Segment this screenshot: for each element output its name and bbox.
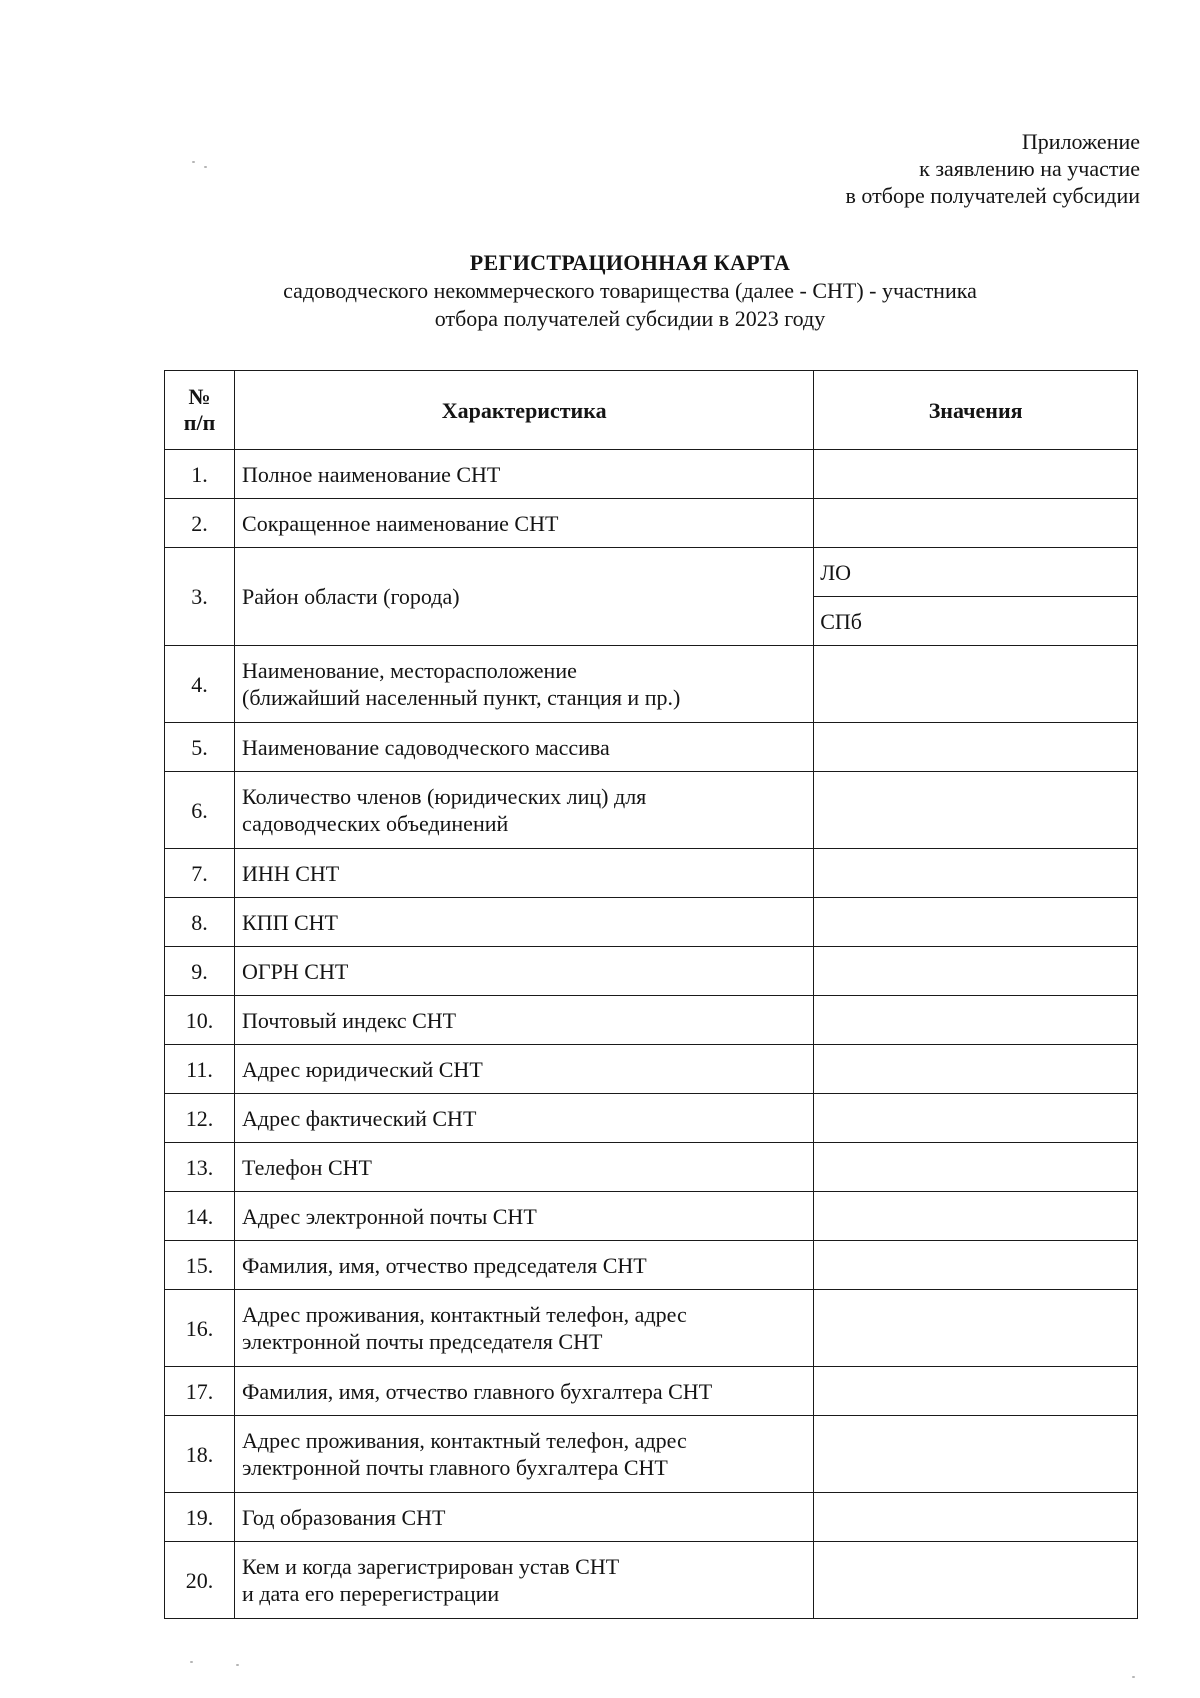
- row-value-field[interactable]: [814, 1290, 1138, 1367]
- registration-table: [164, 370, 1138, 1619]
- characteristic-line: КПП СНТ: [242, 909, 338, 935]
- characteristic-line: Адрес фактический СНТ: [242, 1105, 477, 1131]
- row-value-field[interactable]: [814, 723, 1138, 772]
- row-value-field[interactable]: [814, 849, 1138, 898]
- appendix-note: [846, 128, 1140, 209]
- row-number: 14.: [165, 1192, 235, 1241]
- appendix-line: к заявлению на участие: [919, 156, 1140, 181]
- characteristic-line: Фамилия, имя, отчество председателя СНТ: [242, 1252, 647, 1278]
- row-characteristic: [235, 1493, 814, 1542]
- row-number: 8.: [165, 898, 235, 947]
- row-value-field[interactable]: [814, 1094, 1138, 1143]
- characteristic-line: электронной почты главного бухгалтера СНТ: [242, 1455, 668, 1480]
- row-value-field[interactable]: [814, 1367, 1138, 1416]
- row-characteristic: [235, 1192, 814, 1241]
- row-characteristic: [235, 1045, 814, 1094]
- row-value-field[interactable]: [814, 646, 1138, 723]
- row-characteristic: [235, 996, 814, 1045]
- characteristic-line: Адрес электронной почты СНТ: [242, 1203, 537, 1229]
- characteristic-line: и дата его перерегистрации: [242, 1581, 500, 1606]
- characteristic-line: Телефон СНТ: [242, 1154, 372, 1180]
- row-characteristic: [235, 947, 814, 996]
- scan-speck: [204, 166, 207, 168]
- row-characteristic: [235, 772, 814, 849]
- scan-speck: [1132, 1676, 1135, 1678]
- characteristic-line: Полное наименование СНТ: [242, 461, 501, 487]
- row-characteristic: [235, 1542, 814, 1619]
- row-number: 20.: [165, 1542, 235, 1619]
- characteristic-line: Район области (города): [242, 584, 460, 609]
- document-subtitle: отбора получателей субсидии в 2023 году: [434, 306, 826, 331]
- row-number: 13.: [165, 1143, 235, 1192]
- table-row: [165, 1192, 1138, 1241]
- row-value-region[interactable]: СПб: [814, 597, 1138, 646]
- characteristic-line: Адрес проживания, контактный телефон, адрес: [242, 1302, 687, 1327]
- table-row: [165, 1367, 1138, 1416]
- characteristic-line: (ближайший населенный пункт, станция и пр.): [242, 685, 681, 710]
- row-characteristic: [235, 1416, 814, 1493]
- table-row: [165, 646, 1138, 723]
- row-number: 11.: [165, 1045, 235, 1094]
- row-number: 10.: [165, 996, 235, 1045]
- characteristic-line: Сокращенное наименование СНТ: [242, 510, 559, 536]
- header-characteristic: Характеристика: [235, 371, 814, 450]
- table-row: [165, 898, 1138, 947]
- row-number: 17.: [165, 1367, 235, 1416]
- characteristic-line: садоводческих объединений: [242, 811, 509, 836]
- row-value-field[interactable]: [814, 1045, 1138, 1094]
- characteristic-line: ИНН СНТ: [242, 860, 340, 886]
- row-characteristic: [235, 1241, 814, 1290]
- table-row: [165, 1416, 1138, 1493]
- characteristic-line: Почтовый индекс СНТ: [242, 1007, 457, 1033]
- document-heading: [0, 249, 1200, 333]
- table-row: [165, 947, 1138, 996]
- row-number: 4.: [165, 646, 235, 723]
- characteristic-line: ОГРН СНТ: [242, 958, 349, 984]
- row-number: 7.: [165, 849, 235, 898]
- scan-speck: [192, 161, 195, 163]
- row-characteristic: [235, 1143, 814, 1192]
- row-characteristic: [235, 646, 814, 723]
- row-value-field[interactable]: [814, 1416, 1138, 1493]
- table-row: [165, 1493, 1138, 1542]
- row-characteristic: [235, 1367, 814, 1416]
- row-value-field[interactable]: [814, 1143, 1138, 1192]
- row-value-field[interactable]: [814, 499, 1138, 548]
- characteristic-line: Кем и когда зарегистрирован устав СНТ: [242, 1554, 620, 1579]
- row-number: 9.: [165, 947, 235, 996]
- row-characteristic: [235, 1094, 814, 1143]
- row-value-field[interactable]: [814, 1192, 1138, 1241]
- characteristic-line: Адрес проживания, контактный телефон, адрес: [242, 1428, 687, 1453]
- characteristic-line: Наименование садоводческого массива: [242, 734, 610, 760]
- appendix-line: Приложение: [1021, 129, 1140, 154]
- scan-speck: [190, 1661, 193, 1663]
- table-row: [165, 1143, 1138, 1192]
- table-row: [165, 1241, 1138, 1290]
- row-characteristic: [235, 1290, 814, 1367]
- row-value-field[interactable]: [814, 772, 1138, 849]
- header-number: № п/п: [165, 371, 235, 450]
- header-values: Значения: [814, 371, 1138, 450]
- row-number: 6.: [165, 772, 235, 849]
- row-characteristic: [235, 723, 814, 772]
- row-characteristic: [235, 898, 814, 947]
- row-number: 1.: [165, 450, 235, 499]
- row-characteristic: [235, 450, 814, 499]
- table-row: [165, 548, 1138, 597]
- row-number: 19.: [165, 1493, 235, 1542]
- row-value-field[interactable]: [814, 1542, 1138, 1619]
- row-number: 3.: [165, 548, 235, 646]
- table-row: [165, 1542, 1138, 1619]
- table-row: [165, 499, 1138, 548]
- document-title: РЕГИСТРАЦИОННАЯ КАРТА: [469, 250, 791, 275]
- characteristic-line: электронной почты председателя СНТ: [242, 1329, 603, 1354]
- row-value-field[interactable]: [814, 450, 1138, 499]
- table-row: [165, 450, 1138, 499]
- appendix-line: в отборе получателей субсидии: [845, 183, 1140, 208]
- row-characteristic: [235, 548, 814, 646]
- table-row: [165, 996, 1138, 1045]
- characteristic-line: Фамилия, имя, отчество главного бухгалтера СНТ: [242, 1378, 713, 1404]
- document-subtitle: садоводческого некоммерческого товарищества (далее - СНТ) - участника: [283, 278, 977, 303]
- row-value-region[interactable]: ЛО: [814, 548, 1138, 597]
- characteristic-line: Количество членов (юридических лиц) для: [242, 784, 647, 809]
- characteristic-line: Адрес юридический СНТ: [242, 1056, 483, 1082]
- table-row: [165, 1045, 1138, 1094]
- row-number: 15.: [165, 1241, 235, 1290]
- row-value-field[interactable]: [814, 947, 1138, 996]
- row-number: 2.: [165, 499, 235, 548]
- row-characteristic: [235, 849, 814, 898]
- row-characteristic: [235, 499, 814, 548]
- scan-speck: [236, 1664, 239, 1666]
- row-value-field[interactable]: [814, 1493, 1138, 1542]
- table-row: [165, 1290, 1138, 1367]
- characteristic-line: Год образования СНТ: [242, 1504, 446, 1530]
- table-row: [165, 723, 1138, 772]
- table-row: [165, 1094, 1138, 1143]
- row-number: 12.: [165, 1094, 235, 1143]
- row-number: 16.: [165, 1290, 235, 1367]
- row-value-field[interactable]: [814, 996, 1138, 1045]
- table-row: [165, 772, 1138, 849]
- row-value-field[interactable]: [814, 1241, 1138, 1290]
- characteristic-line: Наименование, месторасположение: [242, 658, 577, 683]
- table-row: [165, 849, 1138, 898]
- row-value-field[interactable]: [814, 898, 1138, 947]
- row-number: 5.: [165, 723, 235, 772]
- row-number: 18.: [165, 1416, 235, 1493]
- table-header-row: [165, 371, 1138, 450]
